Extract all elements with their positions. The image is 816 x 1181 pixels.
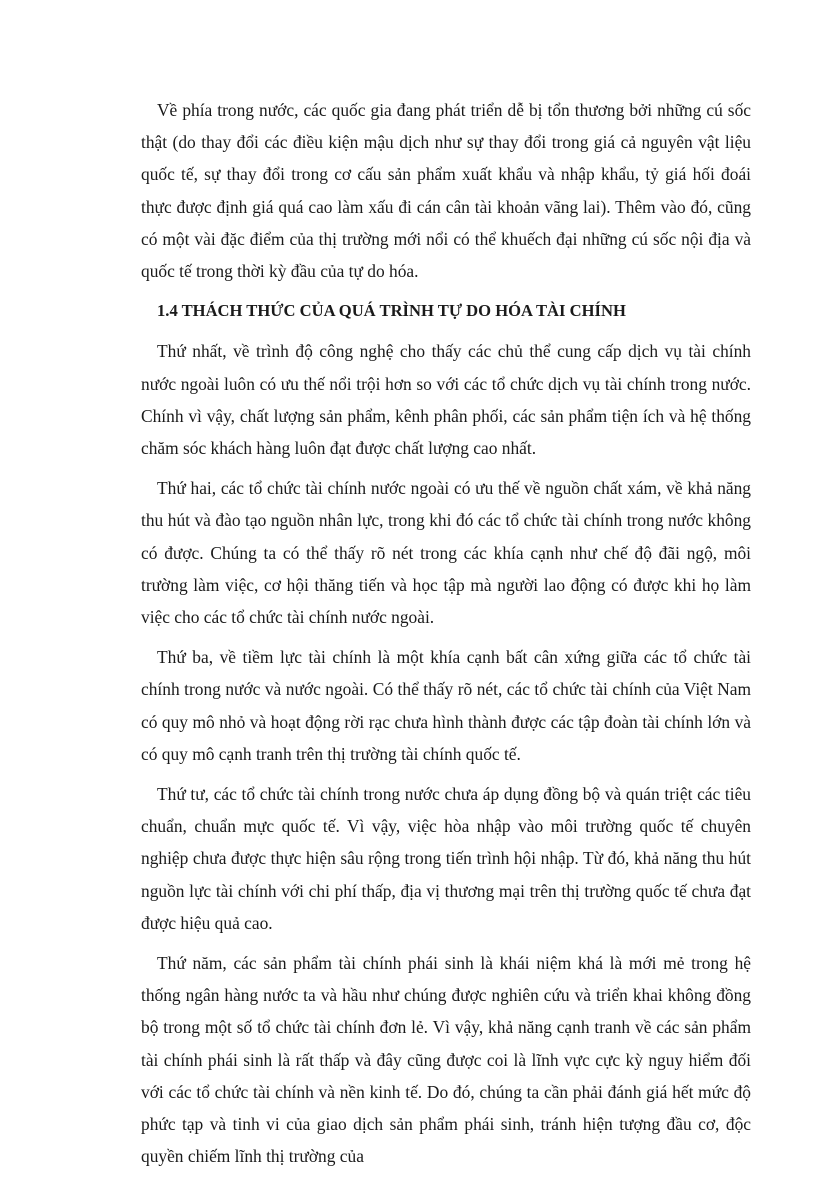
paragraph-fourth-challenge: Thứ tư, các tổ chức tài chính trong nước chưa áp dụng đồng bộ và quán triệt các tiêu chuẩn, chuẩn mực quốc tế. Vì vậy, việc hòa nhập vào môi trường quốc tế chuyên nghiệp chưa được thực hiện sâu rộng trong tiến trình hội nhập. Từ đó, khả năng thu hút nguồn lực tài chính với chi phí thấp, địa vị thương mại trên thị trường quốc tế chưa đạt được hiệu quả cao. [141, 784, 751, 933]
section-heading: 1.4 THÁCH THỨC CỦA QUÁ TRÌNH TỰ DO HÓA TÀI CHÍNH [157, 301, 626, 321]
paragraph-second-challenge: Thứ hai, các tổ chức tài chính nước ngoài có ưu thế về nguồn chất xám, về khả năng thu hút và đào tạo nguồn nhân lực, trong khi đó các tổ chức tài chính trong nước không có được. Chúng ta có thể thấy rõ nét trong các khía cạnh như chế độ đãi ngộ, môi trường làm việc, cơ hội thăng tiến và học tập mà người lao động có được khi họ làm việc cho các tổ chức tài chính nước ngoài. [141, 478, 751, 628]
paragraph-fifth-challenge: Thứ năm, các sản phẩm tài chính phái sinh là khái niệm khá là mới mẻ trong hệ thống ngân hàng nước ta và hầu như chúng được nghiên cứu và triển khai không đồng bộ trong một số tổ chức tài chính đơn lẻ. Vì vậy, khả năng cạnh tranh về các sản phẩm tài chính phái sinh là rất thấp và đây cũng được coi là lĩnh vực cực kỳ nguy hiểm đối với các tổ chức tài chính và nền kinh tế. Do đó, chúng ta cần phải đánh giá hết mức độ phức tạp và tinh vi của giao dịch sản phẩm phái sinh, tránh hiện tượng đầu cơ, độc quyền chiếm lĩnh thị trường của [141, 953, 751, 1167]
paragraph-domestic-shocks: Về phía trong nước, các quốc gia đang phát triển dễ bị tổn thương bởi những cú sốc thật (do thay đổi các điều kiện mậu dịch như sự thay đổi trong giá cả nguyên vật liệu quốc tế, sự thay đổi trong cơ cấu sản phẩm xuất khẩu và nhập khẩu, tỷ giá hối đoái thực được định giá quá cao làm xấu đi cán cân tài khoản vãng lai). Thêm vào đó, cũng có một vài đặc điểm của thị trường mới nổi có thể khuếch đại những cú sốc nội địa và quốc tế trong thời kỳ đầu của tự do hóa. [141, 100, 751, 282]
paragraph-third-challenge: Thứ ba, về tiềm lực tài chính là một khía cạnh bất cân xứng giữa các tổ chức tài chính trong nước và nước ngoài. Có thể thấy rõ nét, các tổ chức tài chính của Việt Nam có quy mô nhỏ và hoạt động rời rạc chưa hình thành được các tập đoàn tài chính lớn và có quy mô cạnh tranh trên thị trường tài chính quốc tế. [141, 647, 751, 764]
paragraph-first-challenge: Thứ nhất, về trình độ công nghệ cho thấy các chủ thể cung cấp dịch vụ tài chính nước ngoài luôn có ưu thế nổi trội hơn so với các tổ chức dịch vụ tài chính trong nước. Chính vì vậy, chất lượng sản phẩm, kênh phân phối, các sản phẩm tiện ích và hệ thống chăm sóc khách hàng luôn đạt được chất lượng cao nhất. [141, 341, 751, 459]
document-page [141, 94, 751, 1181]
